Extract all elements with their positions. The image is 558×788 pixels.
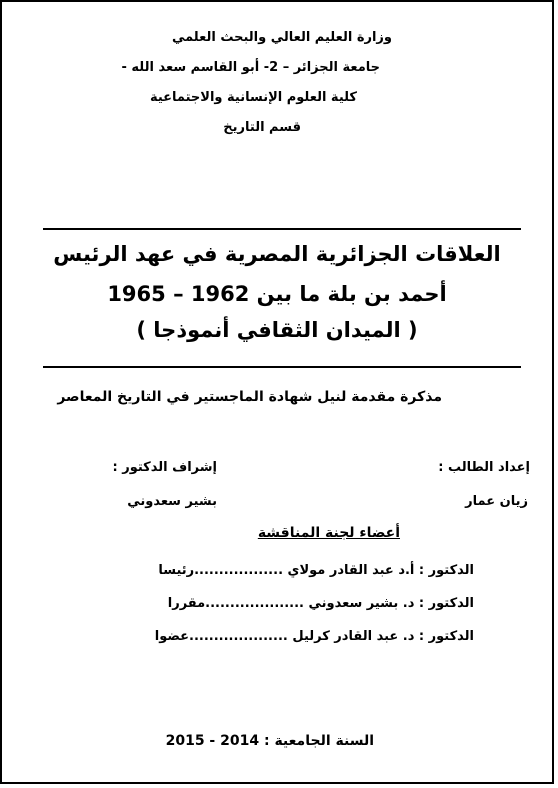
academic-year: السنة الجامعية : 2014 - 2015 [165, 733, 374, 749]
department-name: قسم التاريخ [223, 120, 301, 135]
supervisor-label: إشراف الدكتور : [112, 460, 217, 475]
faculty-name: كلية العلوم الإنسانية والاجتماعية [149, 90, 357, 105]
committee-member-1: الدكتور : أ.د عبد القادر مولاي ..................رئيسا [158, 563, 474, 578]
top-divider [43, 228, 521, 230]
thesis-title-line-1: العلاقات الجزائرية المصرية في عهد الرئيس [53, 242, 501, 266]
thesis-title-line-2: أحمد بن بلة ما بين 1962 – 1965 [107, 282, 447, 306]
bottom-divider [43, 366, 521, 368]
committee-member-3: الدكتور : د. عبد القادر كرليل ....................عضوا [154, 629, 474, 644]
supervisor-name: بشير سعدوني [127, 494, 217, 509]
thesis-title-line-3: ( الميدان الثقافي أنموذجا ) [136, 318, 418, 342]
student-label: إعداد الطالب : [438, 460, 530, 475]
ministry-name: وزارة العليم العالي والبحث العلمي [171, 30, 392, 45]
student-name: زيان عمار [465, 494, 528, 509]
university-name: جامعة الجزائر – 2- أبو القاسم سعد الله - [121, 60, 380, 75]
committee-heading: أعضاء لجنة المناقشة [257, 525, 400, 541]
committee-member-2: الدكتور : د. بشير سعدوني ....................مقررا [167, 596, 474, 611]
degree-subtitle: مذكرة مقدمة لنيل شهادة الماجستير في التاريخ المعاصر [57, 389, 442, 405]
